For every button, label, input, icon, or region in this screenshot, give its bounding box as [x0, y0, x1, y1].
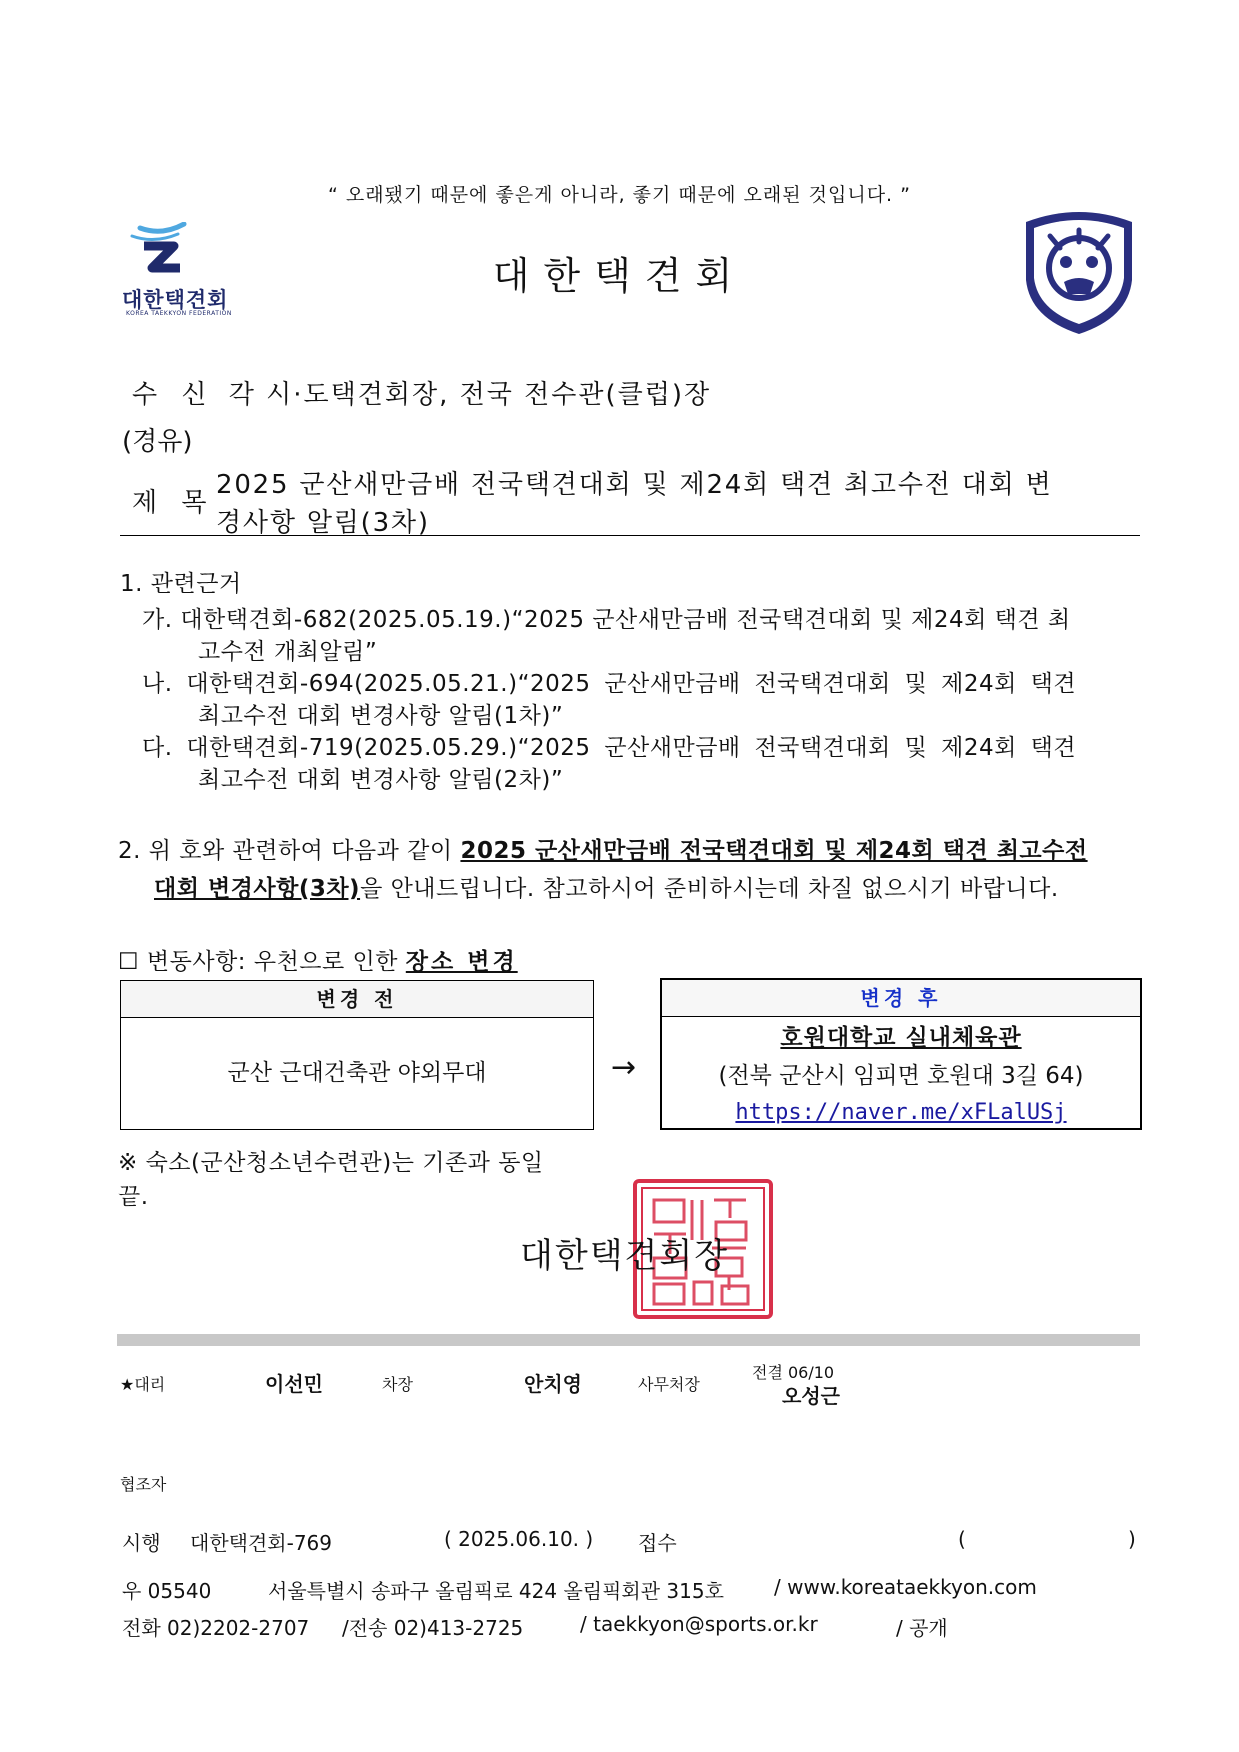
- via-label: (경유): [122, 427, 193, 457]
- email-link[interactable]: / taekkyon@sports.or.kr: [580, 1612, 818, 1636]
- recipient-value: 각 시·도택견회장, 전국 전수관(클럽)장: [228, 380, 712, 410]
- section2-line-1: [118, 832, 1088, 865]
- person-2-name: 안치영: [524, 1372, 582, 1396]
- before-value: 군산 근대건축관 야외무대: [227, 1060, 487, 1086]
- website-link[interactable]: / www.koreataekkyon.com: [774, 1575, 1037, 1599]
- mask-shield-icon: [1020, 208, 1138, 338]
- enforce-label: 시행: [122, 1531, 161, 1555]
- reference-item: 나. 대한택견회-694(2025.05.21.)“2025 군산새만금배 전국택견대회 및 제24회 택견: [142, 671, 1077, 697]
- change-label-row: [118, 943, 518, 976]
- postal-code: 우 05540: [122, 1579, 212, 1603]
- subject-label: 제 목: [132, 488, 215, 518]
- section2-emphasis-2: 대회 변경사항(3차): [154, 876, 361, 902]
- recipient-row: [132, 374, 711, 411]
- change-emphasis: 장소 변경: [405, 949, 518, 975]
- receive-paren-open: (: [958, 1527, 966, 1551]
- before-box: [120, 980, 594, 1130]
- logo-wordmark: 대한택견회: [122, 288, 229, 312]
- section2-line-2: [154, 870, 1059, 903]
- end-mark: 끝.: [118, 1184, 149, 1210]
- receive-label: 접수: [638, 1531, 677, 1555]
- address: 서울특별시 송파구 올림픽로 424 올림픽회관 315호: [268, 1579, 724, 1603]
- section2-suffix: 을 안내드립니다. 참고하시어 준비하시는데 차질 없으시기 바랍니다.: [360, 876, 1059, 902]
- organization-title: 대한택견회: [492, 254, 747, 298]
- enforce-date: ( 2025.06.10. ): [444, 1527, 594, 1551]
- header-divider: [120, 535, 1140, 536]
- enforce-number: 대한택견회-769: [190, 1531, 332, 1555]
- lodging-note: ※ 숙소(군산청소년수련관)는 기존과 동일: [118, 1150, 544, 1176]
- person-3-name: 오성근: [782, 1384, 840, 1408]
- section2-prefix: 2. 위 호와 관련하여 다음과 같이: [118, 838, 461, 864]
- motto: “ 오래됐기 때문에 좋은게 아니라, 좋기 때문에 오래된 것입니다. ”: [328, 184, 911, 206]
- reference-item-cont: 최고수전 대회 변경사항 알림(2차)”: [198, 767, 564, 793]
- after-header: 변경 후: [662, 980, 1140, 1017]
- mascot-shield-logo: [1020, 208, 1138, 338]
- reference-item: 다. 대한택견회-719(2025.05.29.)“2025 군산새만금배 전국택견대회 및 제24회 택견: [142, 735, 1077, 761]
- receive-paren-close: ): [1128, 1527, 1136, 1551]
- approval-divider: [117, 1334, 1140, 1346]
- subject-line-2: 경사항 알림(3차): [216, 508, 430, 538]
- drafter-role: ★대리: [120, 1375, 166, 1394]
- after-box: [660, 978, 1142, 1130]
- president-signature: 대한택견회장: [520, 1236, 730, 1276]
- map-link[interactable]: https://naver.me/xFLalUSj: [735, 1100, 1067, 1125]
- cooperator-label: 협조자: [120, 1475, 167, 1494]
- subject-line-1: 2025 군산새만금배 전국택견대회 및 제24회 택견 최고수전 대회 변: [216, 470, 1053, 500]
- arrow-icon: →: [611, 1050, 637, 1085]
- reference-item: 가. 대한택견회-682(2025.05.19.)“2025 군산새만금배 전국택견대회 및 제24회 택견 최: [142, 607, 1071, 633]
- change-label: ☐ 변동사항: 우천으로 인한: [118, 949, 406, 975]
- reference-item-cont: 최고수전 대회 변경사항 알림(1차)”: [198, 703, 564, 729]
- reference-item-cont: 고수전 개최알림”: [198, 639, 378, 665]
- logo-subtext: KOREA TAEKKYON FEDERATION: [126, 310, 232, 317]
- role-3: 사무처장: [638, 1375, 700, 1394]
- after-venue: 호원대학교 실내체육관: [780, 1025, 1022, 1051]
- recipient-label: 수 신: [132, 380, 215, 410]
- before-header: 변경 전: [121, 981, 593, 1018]
- role-2: 차장: [382, 1375, 413, 1394]
- drafter-name: 이선민: [265, 1372, 323, 1396]
- after-address: (전북 군산시 임피면 호원대 3길 64): [718, 1063, 1084, 1089]
- disclosure-status: / 공개: [896, 1616, 948, 1640]
- fax: /전송 02)413-2725: [342, 1616, 524, 1640]
- section2-emphasis-1: 2025 군산새만금배 전국택견대회 및 제24회 택견 최고수전: [460, 838, 1088, 864]
- section1-heading: 1. 관련근거: [120, 571, 242, 597]
- phone: 전화 02)2202-2707: [122, 1616, 310, 1640]
- final-approval-label: 전결 06/10: [752, 1363, 835, 1382]
